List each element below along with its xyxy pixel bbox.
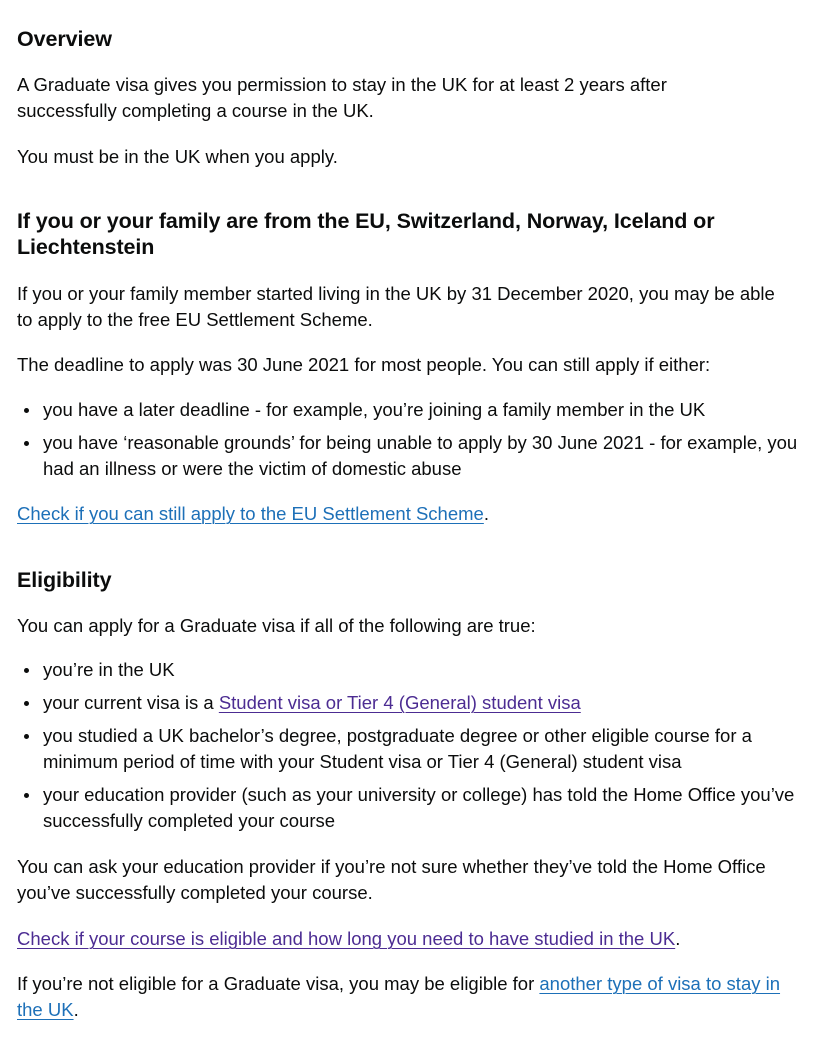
list-item: you have ‘reasonable grounds’ for being unable to apply by 30 June 2021 - for example, you had an illness or were the victim of domestic abuse: [43, 430, 823, 482]
list-item: you’re in the UK: [43, 657, 823, 683]
overview-heading: Overview: [17, 27, 112, 51]
overview-paragraph-1: A Graduate visa gives you permission to stay in the UK for at least 2 years after successfully completing a course in the UK.: [17, 74, 667, 121]
list-item: you have a later deadline - for example, you’re joining a family member in the UK: [43, 397, 823, 423]
list-item: you studied a UK bachelor’s degree, postgraduate degree or other eligible course for a minimum period of time with your Student visa or Tier 4 (General) student visa: [43, 723, 823, 775]
eu-paragraph-1: If you or your family member started living in the UK by 31 December 2020, you may be able to apply to the free EU Settlement Scheme.: [17, 283, 775, 330]
other-visa-link-period: .: [73, 999, 79, 1020]
eligibility-intro: You can apply for a Graduate visa if all of the following are true:: [17, 615, 536, 636]
list-item: [43, 690, 823, 716]
course-link-period: .: [675, 928, 681, 949]
eligibility-bullet-list: [17, 657, 823, 834]
student-visa-link[interactable]: Student visa or Tier 4 (General) student visa: [218, 692, 581, 713]
not-eligible-text: If you’re not eligible for a Graduate visa, you may be eligible for: [17, 973, 540, 994]
eu-heading: If you or your family are from the EU, Switzerland, Norway, Iceland or Liechtenstein: [17, 209, 715, 259]
eu-settlement-scheme-link[interactable]: Check if you can still apply to the EU Settlement Scheme: [17, 503, 484, 524]
eligibility-ask-paragraph: You can ask your education provider if you’re not sure whether they’ve told the Home Office you’ve successfully completed your course.: [17, 856, 766, 903]
course-eligible-link-paragraph: [17, 926, 680, 952]
list-item: your education provider (such as your university or college) has told the Home Office you’ve successfully completed your course: [43, 782, 823, 834]
eu-link-period: .: [483, 503, 489, 524]
eu-paragraph-2: The deadline to apply was 30 June 2021 for most people. You can still apply if either:: [17, 354, 711, 375]
eu-settlement-link-paragraph: [17, 501, 489, 527]
not-eligible-paragraph: [17, 971, 787, 1023]
course-eligible-link[interactable]: Check if your course is eligible and how long you need to have studied in the UK: [17, 928, 676, 949]
other-visa-link[interactable]: another type of visa to stay in the UK: [17, 973, 781, 1020]
eligibility-heading: Eligibility: [17, 568, 112, 592]
bullet2-text: your current visa is a: [43, 692, 219, 713]
overview-paragraph-2: You must be in the UK when you apply.: [17, 146, 338, 167]
eu-bullet-list: [17, 397, 823, 482]
